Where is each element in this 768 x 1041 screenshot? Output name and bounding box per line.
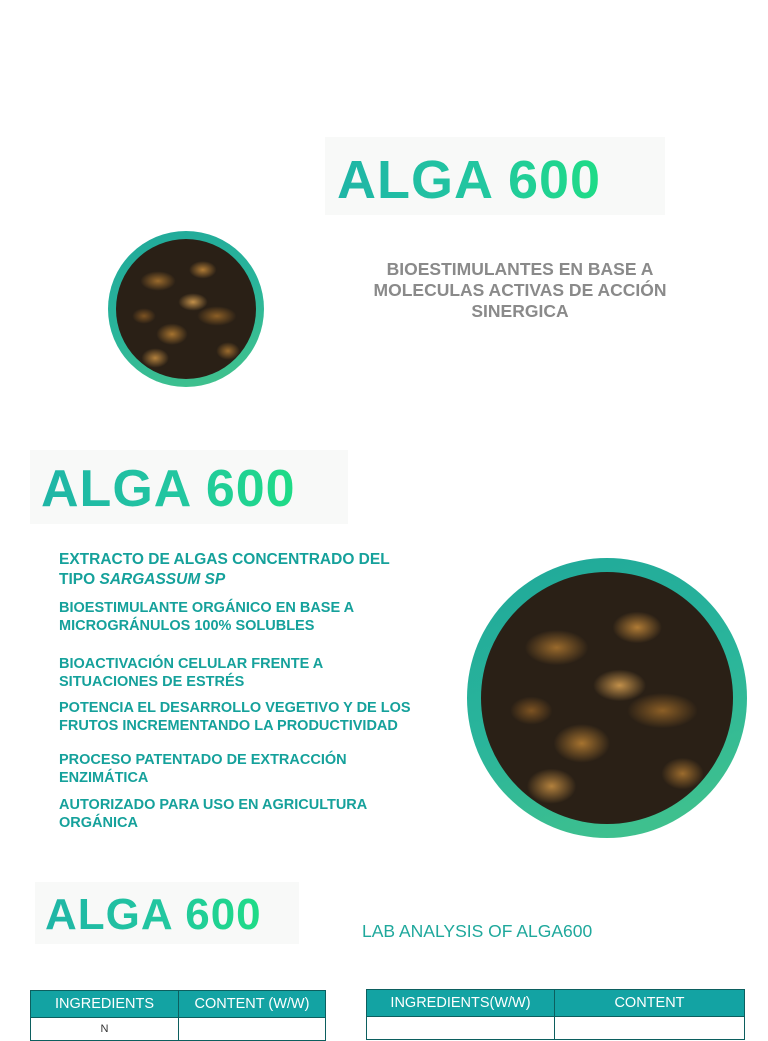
hero-subtitle: BIOESTIMULANTES EN BASE A MOLECULAS ACTIVAS DE ACCIÓN SINERGICA <box>373 259 667 321</box>
features-logo: ALGA 600 <box>41 460 296 518</box>
table-cell <box>367 1017 555 1040</box>
table-cell <box>555 1017 745 1040</box>
table-header-content: CONTENT (W/W) <box>179 991 326 1018</box>
table-cell <box>179 1018 326 1041</box>
table-cell: N <box>31 1018 179 1041</box>
table-header-content: CONTENT <box>555 990 745 1017</box>
hero-logo: ALGA 600 <box>337 150 602 210</box>
feature-item-4: POTENCIA EL DESARROLLO VEGETIVO Y DE LOS FRUTOS INCREMENTANDO LA PRODUCTIVIDAD <box>59 700 411 734</box>
feature-item-1 <box>59 550 390 589</box>
table-row <box>367 1017 745 1040</box>
feature-item-6: AUTORIZADO PARA USO EN AGRICULTURA ORGÁNICA <box>59 797 368 831</box>
feature-item-5: PROCESO PATENTADO DE EXTRACCIÓN ENZIMÁTICA <box>59 752 347 786</box>
feature-item-3: BIOACTIVACIÓN CELULAR FRENTE A SITUACIONES DE ESTRÉS <box>59 656 324 690</box>
table-row <box>31 1018 326 1041</box>
table-header-row <box>367 990 745 1017</box>
lab-logo: ALGA 600 <box>45 890 262 939</box>
feature-1-line1: EXTRACTO DE ALGAS CONCENTRADO DEL <box>59 551 390 568</box>
table-header-ingredients: INGREDIENTS(W/W) <box>367 990 555 1017</box>
feature-1-prefix: TIPO <box>59 570 100 588</box>
table-header-ingredients: INGREDIENTS <box>31 991 179 1018</box>
seaweed-photo-large <box>481 572 733 824</box>
features-seaweed-image <box>467 558 747 838</box>
lab-table-left <box>30 990 326 1041</box>
lab-table-right <box>366 989 745 1040</box>
hero-seaweed-image <box>108 231 264 387</box>
lab-analysis-title: LAB ANALYSIS OF ALGA600 <box>362 921 593 941</box>
table-header-row <box>31 991 326 1018</box>
seaweed-photo <box>116 239 256 379</box>
feature-1-species: SARGASSUM SP <box>99 570 226 588</box>
feature-item-2: BIOESTIMULANTE ORGÁNICO EN BASE A MICROGRÁNULOS 100% SOLUBLES <box>59 600 355 634</box>
